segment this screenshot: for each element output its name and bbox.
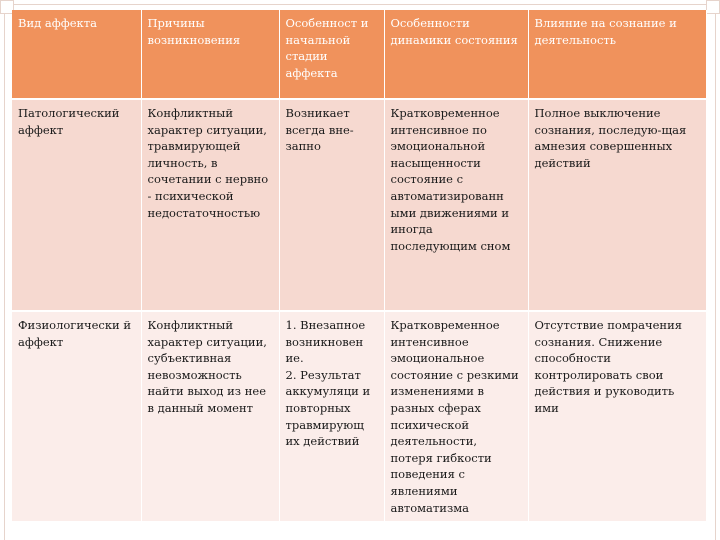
table-cell: Патологический аффект bbox=[12, 99, 141, 311]
header-initial-stage: Особенност и начальной стадии аффекта bbox=[279, 10, 384, 99]
table-cell: Полное выключение сознания, последую-щая амнезия совершенных действий bbox=[528, 99, 706, 311]
table-cell: Кратковременное интенсивное эмоциональное состояние с резкими изменениями в разных сферах психической деятельности, потеря гибкости поведения с явлениями автоматизма bbox=[384, 311, 528, 521]
header-influence: Влияние на сознание и деятельность bbox=[528, 10, 706, 99]
table-cell: Физиологически й аффект bbox=[12, 311, 141, 521]
table-cell: Кратковременное интенсивное по эмоциональной насыщенности состояние с автоматизированн ыми движениями и иногда последующим сном bbox=[384, 99, 528, 311]
header-affect-type: Вид аффекта bbox=[12, 10, 141, 99]
table-row bbox=[12, 311, 706, 521]
table-cell: 1. Внезапное возникновен ие. 2. Результат аккумуляци и повторных травмирующ их действий bbox=[279, 311, 384, 521]
table-cell: Конфликтный характер ситуации, травмирующей личность, в сочетании с нервно - психической недостаточностью bbox=[141, 99, 279, 311]
table-cell: Возникает всегда вне-запно bbox=[279, 99, 384, 311]
header-dynamics: Особенности динамики состояния bbox=[384, 10, 528, 99]
table-cell: Отсутствие помрачения сознания. Снижение способности контролировать свои действия и руководить ими bbox=[528, 311, 706, 521]
affect-table bbox=[12, 10, 707, 521]
frame-corner-top-right bbox=[706, 0, 720, 14]
table-row bbox=[12, 99, 706, 311]
table-header-row bbox=[12, 10, 706, 99]
header-causes: Причины возникновения bbox=[141, 10, 279, 99]
table-cell: Конфликтный характер ситуации, субъективная невозможность найти выход из нее в данный момент bbox=[141, 311, 279, 521]
